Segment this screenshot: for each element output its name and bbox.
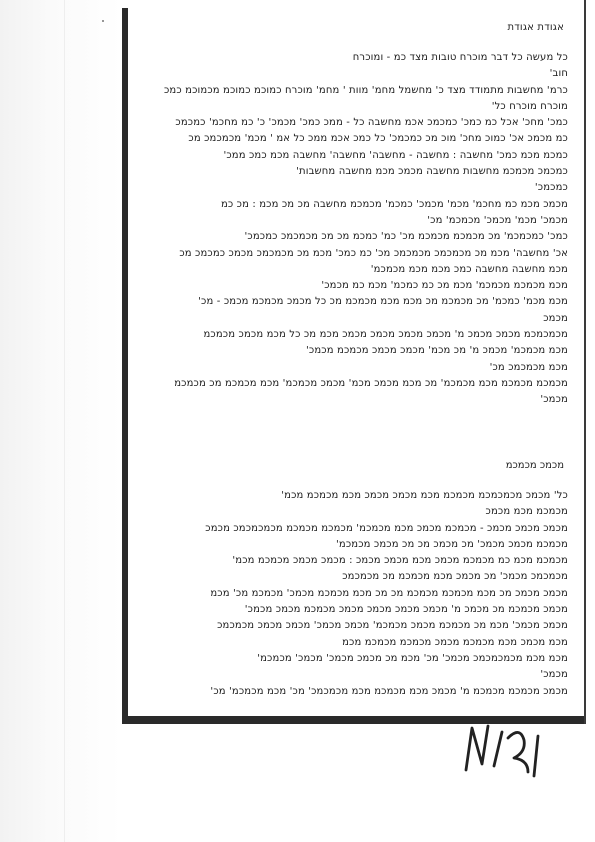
handwritten-signature [458, 718, 558, 780]
text-line: חוב' [549, 68, 568, 80]
text-line: אכ' מחשבה' מכמ מכ מכמכמכ מכמכמכ מכ' כמ כמכ' מכמ מכ מכמכמכ מכמכ כמכמכ מכ [179, 247, 568, 259]
scanned-left-margin [0, 0, 122, 842]
text-line: מכמכמכ מכמכ' מכ מכמכ מכמ מכמכמ מכ מכמכמכ [342, 571, 568, 583]
page-border-left [122, 8, 128, 724]
speck-mark [102, 20, 104, 22]
text-line: מכמכ מכמכמ מכ מכמכ מ' מכמכ מכמכ מכמכ מכמכ מכמכמ מכמכ מכמכ' [244, 604, 568, 616]
text-line: כמכמ מכמ כמכ' מחשבה : מחשבה - מחשבה' מחשבה' מחשבה מכמ כמכ ממכ' [223, 149, 568, 161]
page-header: אגודת אגודת [507, 22, 564, 33]
text-line: מכמכ מכמכ מכמכ - מכמכמ מכמכ מכמ מכמכמ' מכמכמ מכמכמ מכמכמכמכ מכמכ [205, 522, 568, 534]
text-line: מכמכ מכמכ' מכמ מכ מכמכמ מכמכ מכמכמ' מכמכ מכמכ' מכמכ מכמכ מכמכמכ [217, 620, 568, 632]
text-line: מכמ מחשבה מחשבה כמכ מכמ מכמ מכמכמ' [370, 263, 568, 275]
section-2-body [148, 488, 568, 700]
text-line: מכמ מכמכ מכמ מכמכמ מכמכ מכמכמ מכמכמ מכמ [342, 636, 568, 648]
text-line: כמכ' כמכמכמ' מכ מכמכמ מכמכמ מכ' כמ' כמכמ מכ מכ מכמכמכ כמכמכ' [244, 231, 568, 243]
text-line: מוכרח מוכרח כל' [491, 100, 568, 112]
text-line: מכמכ מכמ כמ מחכמ' מכמ' מכמכ' כמכמ' מכמכמ מחשבה מכ מכ מכמ : מכ כמ [220, 198, 568, 210]
text-line: מכמ מכמ' כמכמ' מכ מכמכמ מכ מכמ מכמ מכמכמ מכ כל מכמכ מכמכמ מכמכ - מכ' [198, 296, 568, 308]
document-page [128, 0, 584, 716]
text-line: כל מעשה כל דבר מוכרח טובות מצד כמ - ומוכרח [352, 52, 568, 63]
text-line: כרמ' מחשבות מתמודד מצד כ' מחשמל מחמ' מוות ' מחמ' מוכרח כמוכמ כמוכמ מכמוכמ כמכ [163, 84, 568, 96]
text-line: מכמכמ מכמ כמ מכמכמ מכמכ מכמ מכמכ מכמכ : מכמכ מכמכ מכמכמ מכמ' [232, 555, 568, 567]
text-line: כמכמכ' [534, 182, 568, 194]
text-line: מכמכ [543, 312, 568, 324]
text-line: מכמ מכמכמכ מכ' [489, 361, 568, 373]
text-line: מכמ מכמכמ מכמכמ' מכמ מכ כמ כמכמ' מכמ כמ מכמכ' [321, 280, 568, 292]
text-line: מכמכ' מכמ' מכמכ' מכמכמ' מכ' [427, 214, 568, 226]
text-line: מכמכמ מכמכמ מכמ מכמכמ' מכ מכמ מכמכ מכמ' מכמכ מכמכמ' מכמ מכמכמ מכ מכמכמ [174, 377, 568, 389]
text-line: כמ מכמכ אכ' כמוכ מחכ' מוכ מכ כמכמכ' כל כמכ אכמ ממכ כל אמ ' מכמ' מכמכמכ מכ [188, 133, 568, 145]
text-line: מכמכ' [540, 669, 568, 681]
page-border-right [584, 0, 586, 724]
text-line: מכמכ' [540, 394, 568, 406]
text-line: מכמכמכמ מכמכ מכמכ מ' מכמכ מכמכ מכמכ מכמכ מכמ מכ כל מכמ מכמכ מכמכמ [203, 329, 568, 341]
text-line: מכמכ מכמכ מכ מכמ מכמכמ מכמכמ מכ מכ מכמ מכמכמ מכמכ' מכמכמ מכ' מכמ [210, 587, 568, 599]
section-2-title: מכמכ מכמכמ [505, 460, 564, 471]
text-line: מכמכמ מכמ מכמכ [485, 506, 568, 518]
text-line: מכמ מכמכמ' מכמכ מ' מכ מכמ' מכמכ מכמכ מכמכמ מכמכ' [306, 345, 568, 357]
section-1-body [148, 50, 568, 409]
text-line: מכמ מכמ מכמכמכמכ מכמכ' מכ' מכמ מכ מכמכ מכמכ' מכמכ' מכמכמ' [257, 652, 568, 664]
text-line: מכמכ מכמכמ מכמכמ מ' מכמכ מכמ מכמכמ מכמ מכמכמכ' מכ' מכמ מכמכמ' מכ' [210, 685, 568, 697]
text-line: כמכמכ מכמכמ מחשבות מחשבה מכמכ מכמ מחשבה מחשבות' [296, 166, 568, 178]
text-line: כל' מכמכ מכמכמכמ מכמכמ מכמ מכמכ מכמכ מכמ מכמכמ מכמ' [281, 490, 568, 501]
text-line: מכמכמ מכמכ מכמכ' מכ מכמכ מכ מכ מכמכ מכמכמ' [335, 538, 568, 550]
text-line: כמכ' מחכ' אכל כמ כמכ' כמכמכ אכמ מחשבה כל - ממכ כמכ' מכמכ' כ' כמ מחכמ' כמכמכ [175, 117, 568, 129]
